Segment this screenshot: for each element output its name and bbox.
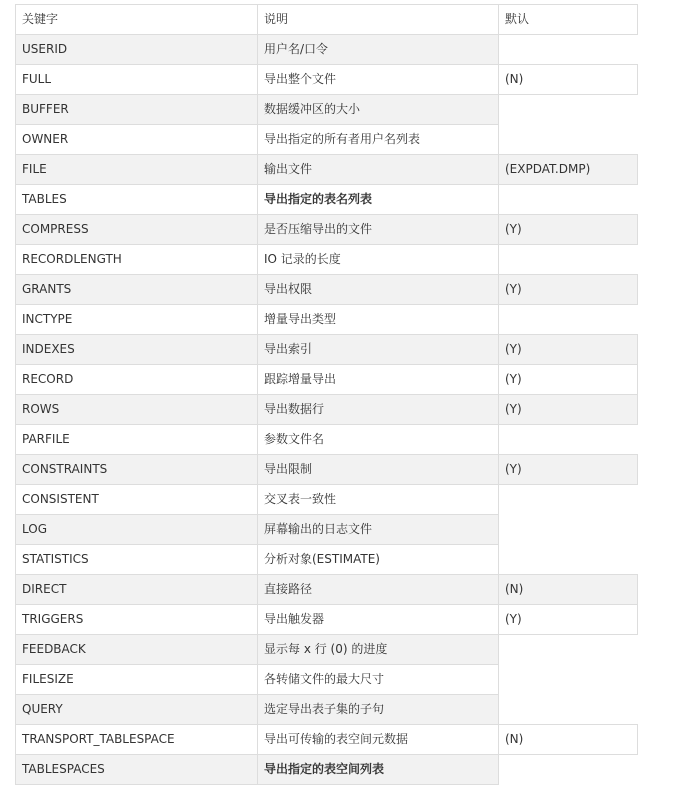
cell-keyword: RECORD xyxy=(15,364,258,395)
cell-keyword: ROWS xyxy=(15,394,258,425)
cell-keyword: CONSTRAINTS xyxy=(15,454,258,485)
cell-default: (Y) xyxy=(498,274,638,305)
cell-description: 增量导出类型 xyxy=(257,304,499,335)
cell-description: 选定导出表子集的子句 xyxy=(257,694,499,725)
cell-keyword: DIRECT xyxy=(15,574,258,605)
cell-description: 交叉表一致性 xyxy=(257,484,499,515)
cell-keyword: RECORDLENGTH xyxy=(15,244,258,275)
cell-description: 分析对象(ESTIMATE) xyxy=(257,544,499,575)
cell-keyword: FILESIZE xyxy=(15,664,258,695)
cell-keyword: FULL xyxy=(15,64,258,95)
cell-keyword: FEEDBACK xyxy=(15,634,258,665)
cell-description: 导出权限 xyxy=(257,274,499,305)
cell-default: (Y) xyxy=(498,334,638,365)
cell-description: 输出文件 xyxy=(257,154,499,185)
cell-keyword: TABLESPACES xyxy=(15,754,258,785)
cell-description: 导出整个文件 xyxy=(257,64,499,95)
cell-description: 导出限制 xyxy=(257,454,499,485)
cell-keyword: OWNER xyxy=(15,124,258,155)
cell-description: 导出数据行 xyxy=(257,394,499,425)
cell-keyword: TABLES xyxy=(15,184,258,215)
cell-default: (N) xyxy=(498,64,638,95)
cell-description: 数据缓冲区的大小 xyxy=(257,94,499,125)
cell-default: (N) xyxy=(498,724,638,755)
cell-description: 跟踪增量导出 xyxy=(257,364,499,395)
cell-keyword: GRANTS xyxy=(15,274,258,305)
cell-description: 参数文件名 xyxy=(257,424,499,455)
cell-keyword: USERID xyxy=(15,34,258,65)
cell-description: 显示每 x 行 (0) 的进度 xyxy=(257,634,499,665)
cell-description: 是否压缩导出的文件 xyxy=(257,214,499,245)
cell-keyword: FILE xyxy=(15,154,258,185)
cell-default: (Y) xyxy=(498,604,638,635)
cell-description: IO 记录的长度 xyxy=(257,244,499,275)
cell-description: 导出指定的所有者用户名列表 xyxy=(257,124,499,155)
cell-description: 各转储文件的最大尺寸 xyxy=(257,664,499,695)
cell-default: (Y) xyxy=(498,394,638,425)
cell-default: (N) xyxy=(498,574,638,605)
cell-default: (Y) xyxy=(498,214,638,245)
cell-keyword: PARFILE xyxy=(15,424,258,455)
cell-keyword: LOG xyxy=(15,514,258,545)
cell-keyword: INCTYPE xyxy=(15,304,258,335)
cell-default: (Y) xyxy=(498,364,638,395)
cell-keyword: INDEXES xyxy=(15,334,258,365)
cell-keyword: COMPRESS xyxy=(15,214,258,245)
cell-keyword: BUFFER xyxy=(15,94,258,125)
cell-description: 导出触发器 xyxy=(257,604,499,635)
cell-description: 导出可传输的表空间元数据 xyxy=(257,724,499,755)
cell-description: 导出指定的表空间列表 xyxy=(257,754,499,785)
cell-description: 导出索引 xyxy=(257,334,499,365)
cell-keyword: QUERY xyxy=(15,694,258,725)
cell-keyword: CONSISTENT xyxy=(15,484,258,515)
cell-keyword: STATISTICS xyxy=(15,544,258,575)
cell-description: 屏幕输出的日志文件 xyxy=(257,514,499,545)
cell-description: 直接路径 xyxy=(257,574,499,605)
cell-default: (Y) xyxy=(498,454,638,485)
cell-description: 用户名/口令 xyxy=(257,34,499,65)
cell-description: 导出指定的表名列表 xyxy=(257,184,499,215)
header-keyword: 关键字 xyxy=(15,4,258,35)
cell-keyword: TRANSPORT_TABLESPACE xyxy=(15,724,258,755)
cell-keyword: TRIGGERS xyxy=(15,604,258,635)
header-default: 默认 xyxy=(498,4,638,35)
header-description: 说明 xyxy=(257,4,499,35)
cell-default: (EXPDAT.DMP) xyxy=(498,154,638,185)
